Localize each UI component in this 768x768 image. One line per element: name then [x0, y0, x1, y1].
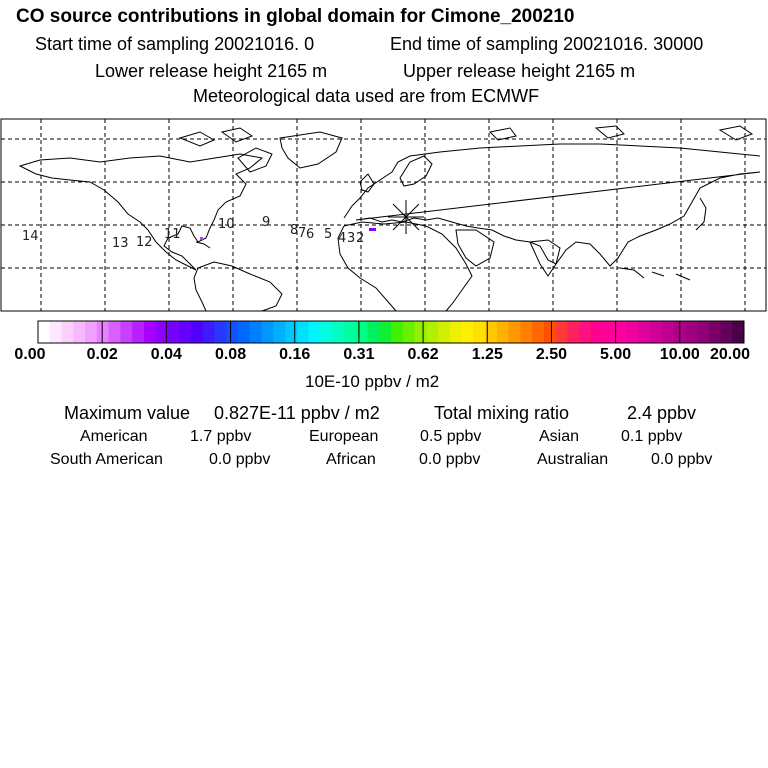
color-scale-bar [0, 318, 768, 348]
color-scale-cell [167, 321, 179, 343]
color-scale-cell [379, 321, 391, 343]
color-scale-cell [320, 321, 332, 343]
color-scale-cell [191, 321, 203, 343]
color-scale-cell [650, 321, 662, 343]
color-scale-cell [144, 321, 156, 343]
european-label: European [309, 428, 379, 445]
max-value: 0.827E-11 ppbv / m2 [214, 403, 380, 423]
color-scale-cell [615, 321, 627, 343]
color-scale-cell [97, 321, 109, 343]
color-scale-tick-label: 0.62 [407, 346, 439, 363]
asian-label: Asian [539, 428, 580, 445]
color-scale-cell [226, 321, 238, 343]
color-scale-cell [662, 321, 674, 343]
color-scale-cell [273, 321, 285, 343]
european-value: 0.5 ppbv [420, 428, 482, 445]
hotspot-america [200, 237, 203, 240]
traj-label: 13 [112, 236, 129, 251]
color-scale-cell [426, 321, 438, 343]
world-map [0, 118, 768, 313]
color-scale-cell [179, 321, 191, 343]
color-scale-cell [638, 321, 650, 343]
color-scale-cell [497, 321, 509, 343]
asian-value: 0.1 ppbv [621, 428, 683, 445]
color-scale-tick-label: 2.50 [535, 346, 568, 363]
color-scale-cell [132, 321, 144, 343]
traj-label: 10 [218, 217, 235, 232]
color-scale-cell [62, 321, 74, 343]
map-title: CO source contributions in global domain for Cimone_200210 [16, 6, 575, 27]
map-frame [1, 119, 766, 311]
color-scale-cell [238, 321, 250, 343]
color-scale-tick-label: 1.25 [471, 346, 503, 363]
color-scale-cell [109, 321, 121, 343]
american-value: 1.7 ppbv [190, 428, 252, 445]
color-scale-cell [215, 321, 227, 343]
upper-release-label: Upper release height 2165 m [403, 61, 636, 81]
color-scale-cell [568, 321, 580, 343]
color-scale-cell [626, 321, 638, 343]
color-scale-cell [120, 321, 132, 343]
traj-label: 4 [338, 231, 347, 246]
receptor-site-marker [388, 200, 424, 234]
color-scale-cell [309, 321, 321, 343]
australian-value: 0.0 ppbv [651, 451, 713, 468]
color-scale-cell [50, 321, 62, 343]
color-scale-cell [544, 321, 556, 343]
color-scale-cell [391, 321, 403, 343]
traj-label: 3 [347, 231, 356, 246]
traj-label: 9 [262, 215, 271, 230]
australian-label: Australian [537, 451, 609, 468]
color-scale-cell [344, 321, 356, 343]
color-scale-cell [332, 321, 344, 343]
traj-label: 6 [306, 227, 315, 242]
color-scale-cell [556, 321, 568, 343]
color-scale-tick-label: 10.00 [659, 346, 700, 363]
end-time-label: End time of sampling 20021016. 30000 [390, 34, 704, 54]
color-scale-cell [250, 321, 262, 343]
color-scale-tick-label: 0.04 [150, 346, 182, 363]
color-scale-cells [38, 321, 744, 343]
color-scale-cell [579, 321, 591, 343]
traj-label: 5 [324, 227, 333, 242]
total-mixing-value: 2.4 ppbv [627, 403, 697, 423]
color-scale-cell [203, 321, 215, 343]
color-scale-cell [438, 321, 450, 343]
color-scale-cell [732, 321, 744, 343]
traj-label: 2 [356, 231, 365, 246]
met-data-label: Meteorological data used are from ECMWF [193, 86, 540, 106]
color-scale-cell [85, 321, 97, 343]
color-scale-tick-label: 5.00 [600, 346, 632, 363]
start-time-label: Start time of sampling 20021016. 0 [35, 34, 315, 54]
hotspot-europe [369, 228, 376, 231]
south-american-value: 0.0 ppbv [209, 451, 271, 468]
traj-label: 8 [290, 223, 299, 238]
color-scale-cell [720, 321, 732, 343]
american-label: American [80, 428, 148, 445]
total-mixing-label: Total mixing ratio [434, 403, 570, 423]
traj-label: 11 [164, 227, 181, 242]
color-scale-cell [415, 321, 427, 343]
color-scale-cell [367, 321, 379, 343]
color-scale-cell [262, 321, 274, 343]
color-scale-cell [709, 321, 721, 343]
lower-release-label: Lower release height 2165 m [95, 61, 328, 81]
color-scale-cell [685, 321, 697, 343]
african-label: African [326, 451, 376, 468]
max-value-label: Maximum value [64, 403, 191, 423]
color-scale-cell [450, 321, 462, 343]
color-scale-unit: 10E-10 ppbv / m2 [305, 372, 440, 391]
color-scale-tick-label: 0.16 [279, 346, 311, 363]
color-scale-cell [297, 321, 309, 343]
color-scale-cell [520, 321, 532, 343]
color-scale-cell [591, 321, 603, 343]
color-scale-tick-label: 0.00 [14, 346, 46, 363]
color-scale-tick-label: 20.00 [709, 346, 751, 363]
color-scale-cell [532, 321, 544, 343]
color-scale-cell [73, 321, 85, 343]
south-american-label: South American [50, 451, 163, 468]
color-scale-tick-label: 0.31 [343, 346, 375, 363]
color-scale-cell [603, 321, 615, 343]
color-scale-cell [38, 321, 50, 343]
color-scale-cell [285, 321, 297, 343]
color-scale-cell [356, 321, 368, 343]
color-scale-tick-label: 0.02 [86, 346, 118, 363]
traj-label: 7 [298, 226, 307, 241]
color-scale-tick-label: 0.08 [214, 346, 247, 363]
color-scale-cell [462, 321, 474, 343]
african-value: 0.0 ppbv [419, 451, 481, 468]
color-scale-cell [473, 321, 485, 343]
traj-label: 14 [22, 229, 39, 244]
traj-label: 12 [136, 235, 153, 250]
color-scale-cell [697, 321, 709, 343]
color-scale-cell [509, 321, 521, 343]
color-scale-cell [403, 321, 415, 343]
